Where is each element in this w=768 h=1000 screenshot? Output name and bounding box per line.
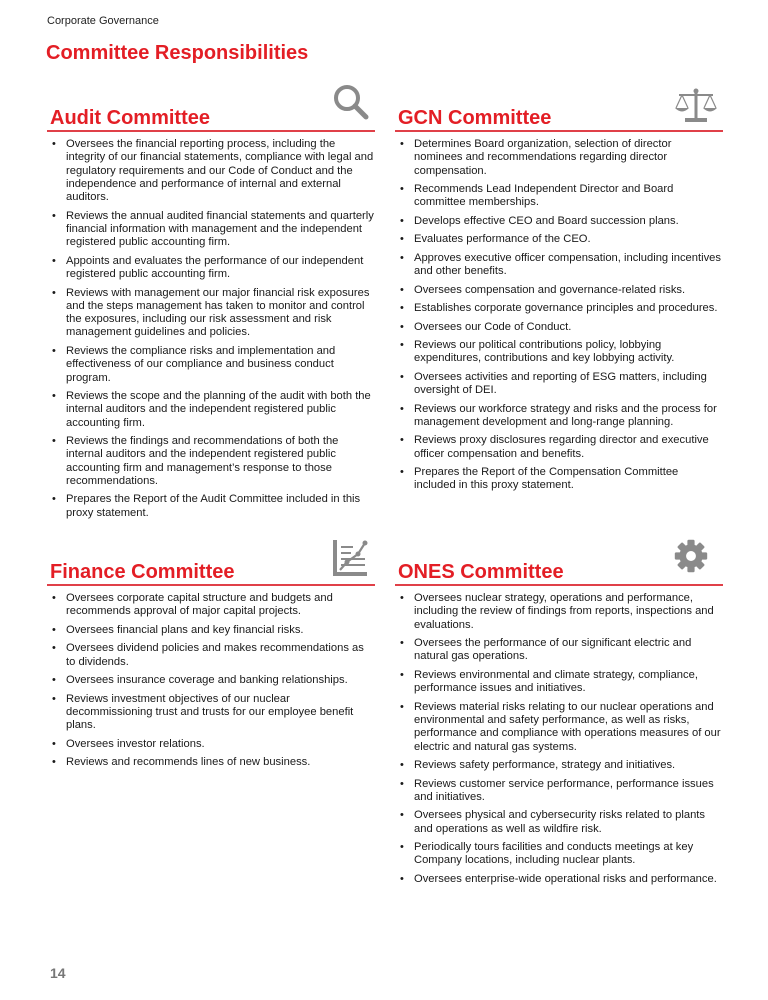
panel-header — [47, 548, 375, 586]
responsibility-list — [47, 592, 375, 769]
list-item: • Reviews and recommends lines of new business. — [47, 756, 375, 769]
list-item: • Prepares the Report of the Audit Committee included in this proxy statement. — [47, 493, 375, 520]
list-item: • Reviews the scope and the planning of the audit with both the internal auditors and the independent registered public accounting firm. — [47, 390, 375, 430]
list-item: • Reviews customer service performance, performance issues and initiatives. — [395, 778, 723, 805]
list-item: • Reviews the findings and recommendations of both the internal auditors and the independent registered public accounting firm and management’s response to those recommendations. — [47, 435, 375, 488]
list-item: • Oversees the performance of our significant electric and natural gas operations. — [395, 637, 723, 664]
list-item: • Reviews our political contributions policy, lobbying expenditures, contributions and key lobbying activity. — [395, 339, 723, 366]
scales-icon — [673, 86, 719, 126]
finance-committee-panel — [47, 548, 375, 775]
gear-icon — [673, 538, 709, 574]
list-item: • Periodically tours facilities and conducts meetings at key Company locations, including nuclear plants. — [395, 841, 723, 868]
gcn-committee-panel — [395, 94, 723, 498]
responsibility-list — [47, 138, 375, 520]
chart-document-icon — [331, 538, 371, 578]
list-item: • Oversees financial plans and key financial risks. — [47, 624, 375, 637]
list-item: • Reviews investment objectives of our nuclear decommissioning trust and trusts for our employee benefit plans. — [47, 693, 375, 733]
audit-committee-panel — [47, 94, 375, 525]
list-item: • Oversees physical and cybersecurity risks related to plants and operations as well as wildfire risk. — [395, 809, 723, 836]
list-item: • Determines Board organization, selection of director nominees and recommendations regarding director compensation. — [395, 138, 723, 178]
list-item: • Prepares the Report of the Compensation Committee included in this proxy statement. — [395, 466, 723, 493]
list-item: • Appoints and evaluates the performance of our independent registered public accounting firm. — [47, 255, 375, 282]
magnifier-icon — [331, 82, 371, 122]
list-item: • Oversees compensation and governance-related risks. — [395, 284, 723, 297]
section-label: Corporate Governance — [47, 15, 159, 27]
committee-title: ONES Committee — [398, 561, 564, 583]
list-item: • Reviews the compliance risks and implementation and effectiveness of our compliance and business conduct program. — [47, 345, 375, 385]
panel-header — [395, 94, 723, 132]
list-item: • Evaluates performance of the CEO. — [395, 233, 723, 246]
committee-title: Audit Committee — [50, 107, 210, 129]
list-item: • Oversees the financial reporting process, including the integrity of our financial statements, compliance with legal and regulatory requirements and our Code of Conduct and the independence and performance of internal and external auditors. — [47, 138, 375, 204]
list-item: • Oversees activities and reporting of ESG matters, including oversight of DEI. — [395, 371, 723, 398]
committee-title: GCN Committee — [398, 107, 552, 129]
page-number: 14 — [50, 965, 66, 981]
committee-title: Finance Committee — [50, 561, 235, 583]
list-item: • Oversees enterprise-wide operational risks and performance. — [395, 873, 723, 886]
responsibility-list — [395, 138, 723, 493]
list-item: • Reviews safety performance, strategy and initiatives. — [395, 759, 723, 772]
list-item: • Reviews environmental and climate strategy, compliance, performance issues and initiatives. — [395, 669, 723, 696]
ones-committee-panel — [395, 548, 723, 891]
list-item: • Reviews material risks relating to our nuclear operations and environmental and safety performance, as well as risks, performance and compliance with operations measures of our electric and natural gas systems. — [395, 701, 723, 754]
list-item: • Reviews with management our major financial risk exposures and the steps management has taken to monitor and control the exposures, including our risk assessment and risk management guidelines and policies. — [47, 287, 375, 340]
list-item: • Reviews our workforce strategy and risks and the process for management development and long-range planning. — [395, 403, 723, 430]
panel-header — [47, 94, 375, 132]
list-item: • Develops effective CEO and Board succession plans. — [395, 215, 723, 228]
list-item: • Oversees insurance coverage and banking relationships. — [47, 674, 375, 687]
list-item: • Recommends Lead Independent Director and Board committee memberships. — [395, 183, 723, 210]
page-title: Committee Responsibilities — [46, 42, 309, 64]
list-item: • Oversees nuclear strategy, operations and performance, including the review of findings from reports, inspections and evaluations. — [395, 592, 723, 632]
list-item: • Oversees corporate capital structure and budgets and recommends approval of major capital projects. — [47, 592, 375, 619]
list-item: • Reviews proxy disclosures regarding director and executive officer compensation and benefits. — [395, 434, 723, 461]
responsibility-list — [395, 592, 723, 886]
list-item: • Approves executive officer compensation, including incentives and other benefits. — [395, 252, 723, 279]
panel-header — [395, 548, 723, 586]
list-item: • Oversees dividend policies and makes recommendations as to dividends. — [47, 642, 375, 669]
list-item: • Establishes corporate governance principles and procedures. — [395, 302, 723, 315]
list-item: • Reviews the annual audited financial statements and quarterly financial information with management and the independent registered public accounting firm. — [47, 210, 375, 250]
list-item: • Oversees investor relations. — [47, 738, 375, 751]
list-item: • Oversees our Code of Conduct. — [395, 321, 723, 334]
